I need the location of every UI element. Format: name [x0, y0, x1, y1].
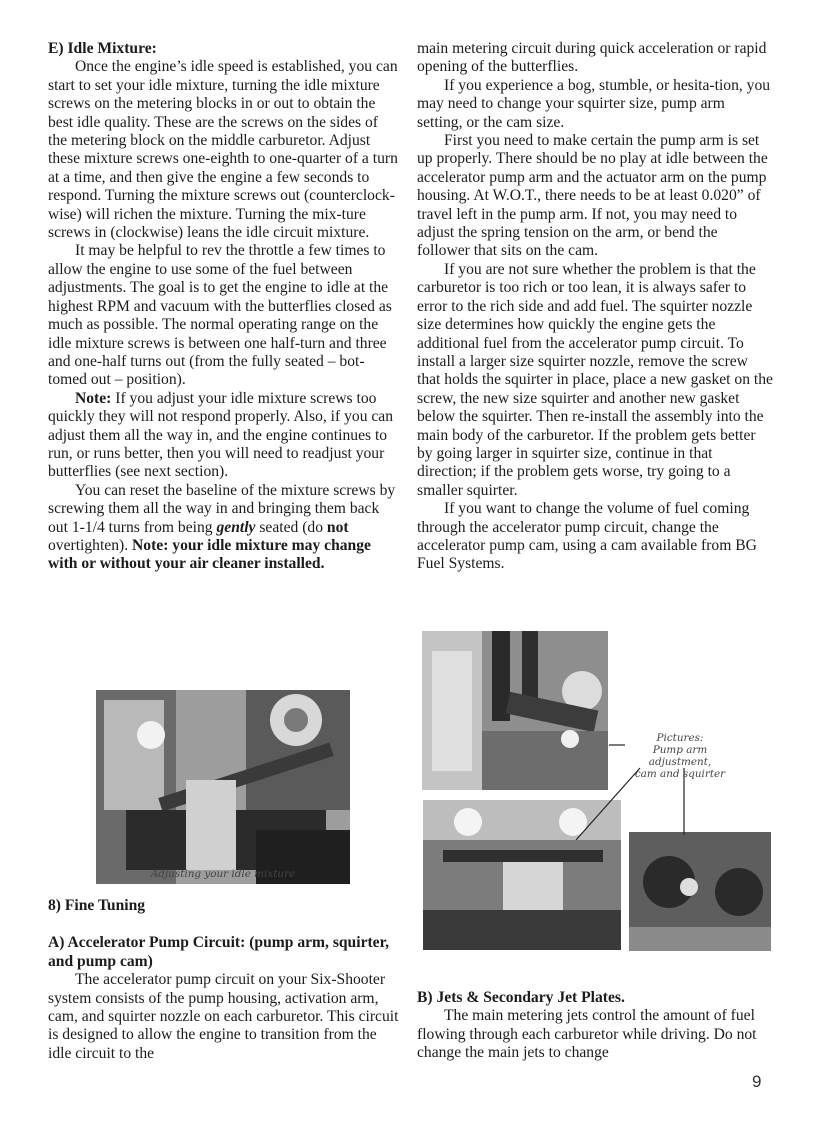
- paragraph: First you need to make certain the pump arm is set up properly. There should be no play at idle between the accelerator pump arm and the actuator arm on the pump housing. At W.O.T., there needs to be at least 0.020” of travel left in the pump arm. If not, you may need to adjust the spring tension on the arm, or bend the follower that sits on the cam.: [417, 132, 768, 260]
- text-run: You can reset the baseline of the mixture screws by screwing them all the way in and bringing them back out 1-1/4 turns from being: [48, 481, 396, 536]
- caption-line: cam and squirter: [634, 768, 726, 780]
- text-run: seated (do: [255, 518, 327, 536]
- emphasis-not: not: [326, 518, 349, 536]
- paragraph: If you experience a bog, stumble, or hesita-tion, you may need to change your squirter size, pump arm setting, or the cam size.: [417, 76, 771, 131]
- caption-idle-mixture: Adjusting your idle mixture: [150, 868, 296, 880]
- page-number: 9: [752, 1072, 762, 1091]
- bold-note: Note: your idle mixture may change with or without your air cleaner installed.: [48, 536, 371, 573]
- note-label: Note:: [75, 389, 112, 407]
- paragraph: If you are not sure whether the problem is that the carburetor is too rich or too lean, it is always safer to error to the rich side and add fuel. The squirter nozzle size determines how quickly the engine gets the additional fuel from the accelerator pump circuit. To install a larger size squirter nozzle, remove the screw that holds the squirter in place, place a new gasket on the screw, the new size squirter and another new gasket below the squirter. Then re-install the assembly into the main body of the carburetor. If the problem gets better by going larger in squirter size, continue in that direction; if the problem gets worse, try going to a smaller squirter.: [417, 260, 773, 499]
- text-run: overtighten).: [48, 536, 133, 554]
- caption-line: Pump arm adjustment,: [648, 744, 712, 768]
- paragraph: If you want to change the volume of fuel coming through the accelerator pump circuit, change the accelerator pump cam, using a cam available from BG Fuel Systems.: [417, 500, 757, 573]
- heading-jets: B) Jets & Secondary Jet Plates.: [417, 989, 625, 1006]
- heading-accelerator-pump: A) Accelerator Pump Circuit: (pump arm, squirter, and pump cam): [48, 934, 389, 970]
- paragraph: It may be helpful to rev the throttle a few times to allow the engine to use some of the fuel between adjustments. The goal is to get the engine to idle at the highest RPM and vacuum with the butterflies closed as much as possible. The normal operating range on the idle mixture screws is between one half-turn and three and one-half turns out (from the fully seated – bot-tomed out – position).: [48, 242, 392, 389]
- heading-fine-tuning: 8) Fine Tuning: [48, 897, 146, 914]
- right-column-lower: [417, 989, 773, 1063]
- heading-idle-mixture: E) Idle Mixture:: [48, 40, 157, 57]
- emphasis-gently: gently: [216, 518, 256, 536]
- paragraph: main metering circuit during quick acceleration or rapid opening of the butterflies.: [417, 40, 767, 76]
- caption-pictures: [620, 732, 740, 780]
- caption-line: Pictures:: [656, 732, 704, 744]
- paragraph: Once the engine’s idle speed is established, you can start to set your idle mixture, turning the idle mixture screws on the metering blocks in or out to obtain the best idle quality. These are the screws on the sides of the metering block on the middle carburetor. Adjust these mixture screws one-eighth to one-quarter of a turn at a time, and then give the engine a few seconds to respond. Turning the mixture screws out (counterclock-wise) will richen the mixture. Turning the mix-ture screws in (clockwise) leans the idle circuit mixture.: [48, 58, 398, 242]
- paragraph: The accelerator pump circuit on your Six-Shooter system consists of the pump housing, activation arm, cam, and squirter nozzle on each carburetor. This circuit is designed to allow the engine to transition from the idle circuit to the: [48, 971, 399, 1062]
- note-text: If you adjust your idle mixture screws too quickly they will not respond properly. Also, if you can adjust them all the way in, and the engine continues to run, or runs better, then you will need to readjust your butterflies (see next section).: [48, 389, 394, 481]
- paragraph: The main metering jets control the amount of fuel flowing through each carburetor while driving. Do not change the main jets to change: [417, 1007, 757, 1062]
